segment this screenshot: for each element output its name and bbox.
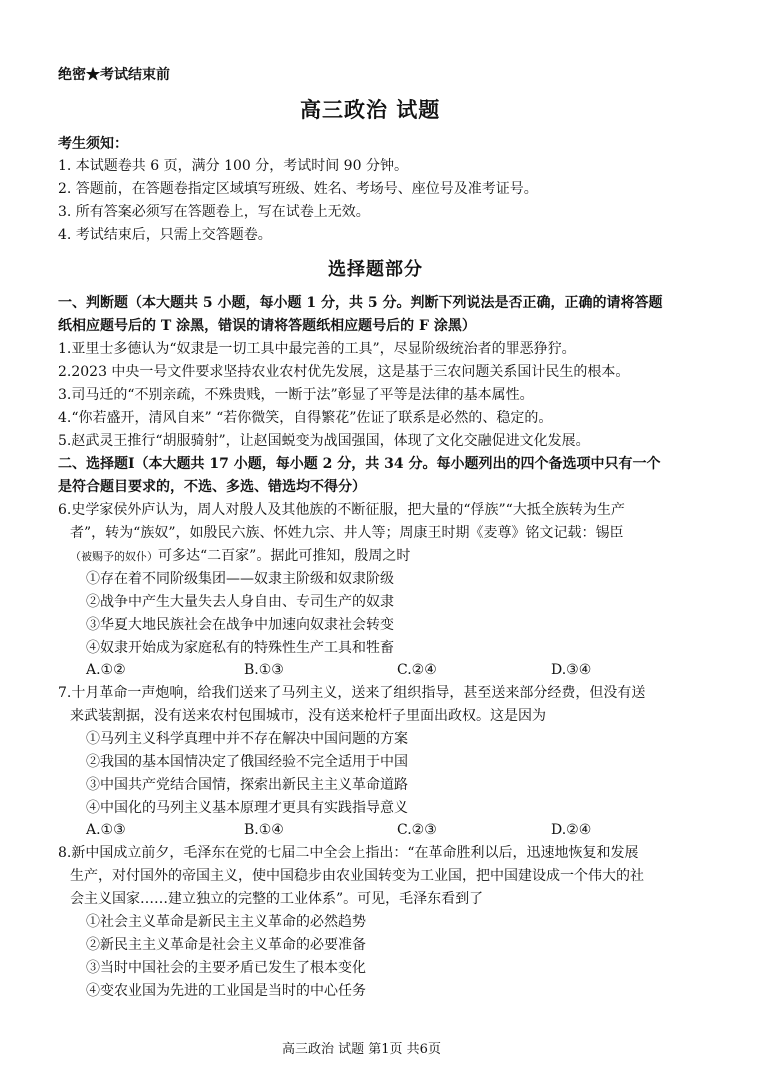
question-text: 者”，转为“族奴”，如殷民六族、怀姓九宗、井人等；周康王时期《麦尊》铭文记载：锡臣 — [70, 525, 624, 541]
notice-item: 2. 答题前，在答题卷指定区域填写班级、姓名、考场号、座位号及准考证号。 — [58, 181, 538, 197]
part1-heading: 一、判断题（本大题共 5 小题，每小题 1 分，共 5 分。判断下列说法是否正确，正确的请将答题 — [58, 295, 663, 311]
statement: ④中国化的马列主义基本原理才更具有实践指导意义 — [86, 800, 408, 816]
question-text: 6.史学家侯外庐认为，周人对殷人及其他族的不断征服，把大量的“俘族”“大抵全族转为生产 — [58, 502, 625, 518]
statement: ③华夏大地民族社会在战争中加速向奴隶社会转变 — [86, 617, 394, 633]
question-text-rest: 可多达“二百家”。据此可推知，殷周之时 — [158, 548, 411, 564]
part2-heading: 是符合题目要求的，不选、多选、错选均不得分） — [58, 479, 366, 495]
notice-heading: 考生须知： — [58, 136, 128, 152]
statement: ①社会主义革命是新民主主义革命的必然趋势 — [86, 914, 366, 930]
question-text: 来武装割据，没有送来农村包围城市，没有送来枪杆子里面出政权。这是因为 — [70, 708, 546, 724]
page-footer: 高三政治 试题 第1页 共6页 — [282, 1042, 441, 1057]
judge-item: 3.司马迁的“不别亲疏，不殊贵贱，一断于法”彰显了平等是法律的基本属性。 — [58, 387, 534, 403]
notice-item: 1. 本试题卷共 6 页，满分 100 分，考试时间 90 分钟。 — [58, 158, 408, 174]
judge-item: 4.“你若盛开，清风自来” “若你微笑，自得繁花”佐证了联系是必然的、稳定的。 — [58, 410, 553, 426]
judge-item: 1.亚里士多德认为“奴隶是一切工具中最完善的工具”，尽显阶级统治者的罪恶狰狞。 — [58, 341, 576, 357]
notice-item: 3. 所有答案必须写在答题卷上，写在试卷上无效。 — [58, 204, 370, 220]
question-text: 会主义国家……建立独立的完整的工业体系”。可见，毛泽东看到了 — [70, 891, 484, 907]
answer-option: C.②④ — [397, 662, 437, 678]
notice-item: 4. 考试结束后，只需上交答题卷。 — [58, 227, 272, 243]
question-text — [70, 546, 410, 567]
section-title: 选择题部分 — [328, 259, 423, 280]
question-note: （被赐予的奴仆） — [70, 550, 158, 563]
statement: ②新民主主义革命是社会主义革命的必要准备 — [86, 937, 366, 953]
statement: ④变农业国为先进的工业国是当时的中心任务 — [86, 983, 366, 999]
answer-option: A.①③ — [86, 822, 126, 838]
answer-option: C.②③ — [397, 822, 437, 838]
statement: ②战争中产生大量失去人身自由、专司生产的奴隶 — [86, 594, 394, 610]
page-title: 高三政治 试题 — [300, 97, 441, 122]
statement: ③当时中国社会的主要矛盾已发生了根本变化 — [86, 960, 366, 976]
answer-option: D.②④ — [551, 822, 592, 838]
question-text: 8.新中国成立前夕，毛泽东在党的七届二中全会上指出：“在革命胜利以后，迅速地恢复和发展 — [58, 845, 639, 861]
question-text: 7.十月革命一声炮响，给我们送来了马列主义，送来了组织指导，甚至送来部分经费，但没有送 — [58, 685, 646, 701]
statement: ③中国共产党结合国情，探索出新民主主义革命道路 — [86, 777, 408, 793]
statement: ①马列主义科学真理中并不存在解决中国问题的方案 — [86, 731, 408, 747]
answer-option: A.①② — [86, 662, 126, 678]
statement: ①存在着不同阶级集团——奴隶主阶级和奴隶阶级 — [86, 571, 394, 587]
question-text: 生产，对付国外的帝国主义，使中国稳步由农业国转变为工业国，把中国建设成一个伟大的社 — [70, 868, 644, 884]
answer-option: B.①③ — [244, 662, 284, 678]
judge-item: 2.2023 中央一号文件要求坚持农业农村优先发展，这是基于三农问题关系国计民生的根本。 — [58, 364, 630, 380]
part2-heading: 二、选择题Ⅰ（本大题共 17 小题，每小题 2 分，共 34 分。每小题列出的四个备选项中只有一个 — [58, 456, 661, 472]
statement: ④奴隶开始成为家庭私有的特殊性生产工具和牲畜 — [86, 640, 394, 656]
statement: ②我国的基本国情决定了俄国经验不完全适用于中国 — [86, 754, 408, 770]
answer-option: D.③④ — [551, 662, 592, 678]
part1-heading: 纸相应题号后的 T 涂黑，错误的请将答题纸相应题号后的 F 涂黑） — [58, 318, 476, 334]
answer-option: B.①④ — [244, 822, 284, 838]
judge-item: 5.赵武灵王推行“胡服骑射”，让赵国蜕变为战国强国，体现了文化交融促进文化发展。 — [58, 433, 590, 449]
secret-label: 绝密★考试结束前 — [58, 67, 170, 83]
